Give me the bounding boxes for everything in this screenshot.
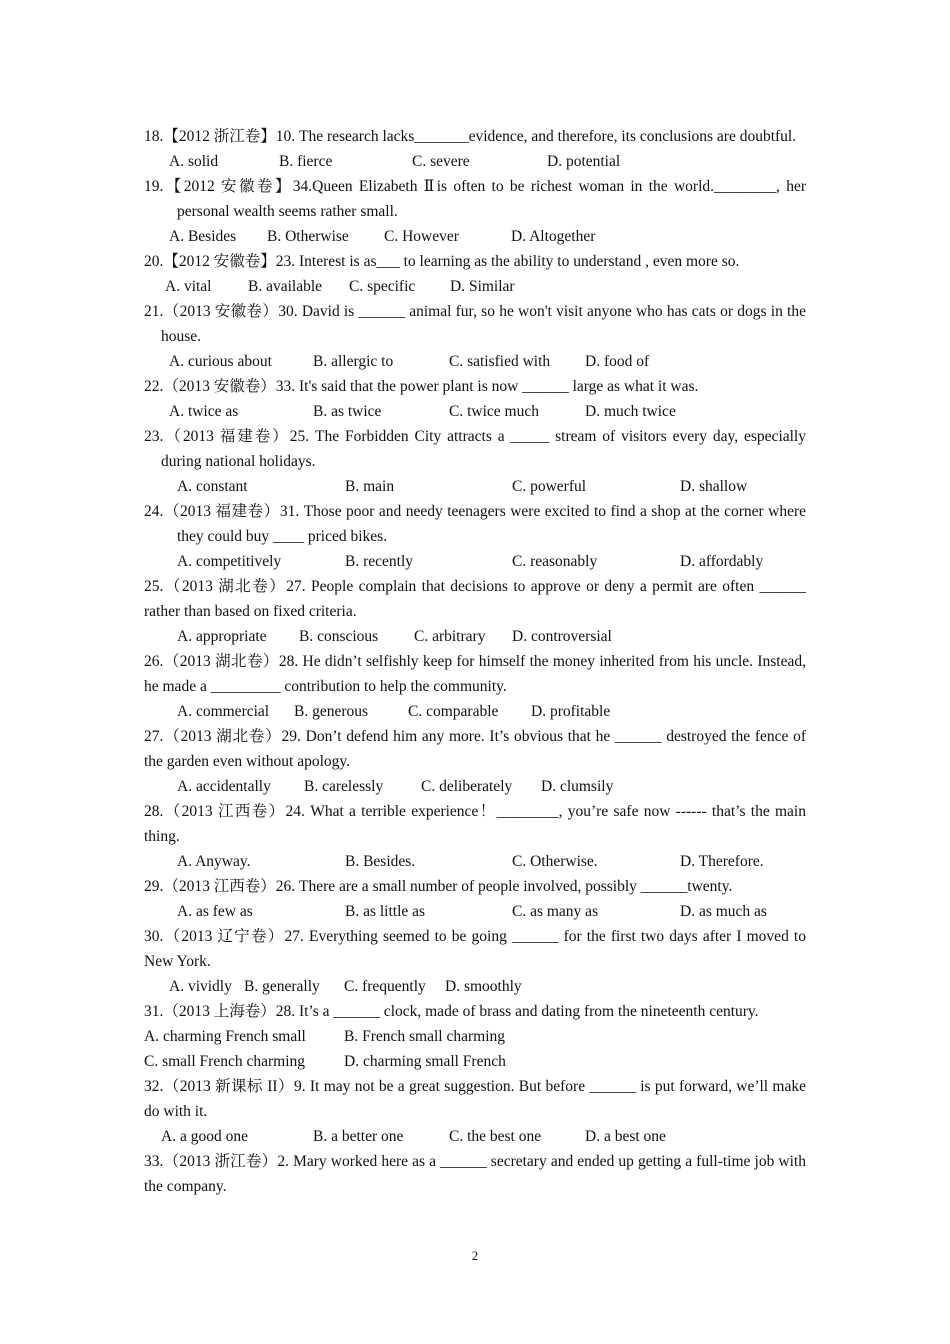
option-c: C. satisfied with: [449, 353, 551, 370]
option-d: D. controversial: [512, 628, 612, 645]
options-row: [144, 624, 806, 649]
option-b: B. main: [345, 478, 395, 495]
option-b: B. as twice: [313, 403, 382, 420]
question-stem: 27.（2013 湖北卷）29. Don’t defend him any more. It’s obvious that he ______ destroyed the fence of the garden even without apology.: [144, 728, 806, 770]
option-d: D. as much as: [680, 903, 767, 920]
option-c: C. small French charming: [144, 1053, 305, 1070]
option-a: A. charming French small: [144, 1028, 306, 1045]
options-row: [144, 1124, 806, 1149]
option-c: C. powerful: [512, 478, 587, 495]
question-stem: 25.（2013 湖北卷）27. People complain that decisions to approve or deny a permit are often ______ rather than based on fixed criteria.: [144, 578, 806, 620]
question-stem: 32.（2013 新课标 II）9. It may not be a great suggestion. But before ______ is put forward, we’ll make do with it.: [144, 1078, 806, 1120]
options-row: [144, 224, 806, 249]
option-b: B. Otherwise: [267, 228, 349, 245]
option-a: A. solid: [169, 153, 219, 170]
option-c: C. Otherwise.: [512, 853, 598, 870]
question-stem: 24.（2013 福建卷）31. Those poor and needy teenagers were excited to find a shop at the corner where they could buy ____ priced bikes.: [144, 503, 806, 545]
question-stem: 29.（2013 江西卷）26. There are a small number of people involved, possibly ______twenty.: [144, 878, 733, 895]
options-row: [144, 149, 806, 174]
option-a: A. Anyway.: [177, 853, 251, 870]
question-list: [144, 124, 806, 1199]
option-c: C. However: [384, 228, 459, 245]
option-a: A. as few as: [177, 903, 253, 920]
options-row: [144, 399, 806, 424]
option-d: D. much twice: [585, 403, 676, 420]
question-stem: 19.【2012 安徽卷】34.Queen Elizabeth Ⅱis often to be richest woman in the world.________, her personal wealth seems rather small.: [144, 178, 806, 220]
option-b: B. as little as: [345, 903, 426, 920]
option-a: A. a good one: [161, 1128, 248, 1145]
option-d: D. charming small French: [344, 1053, 506, 1070]
options-row: [144, 1049, 806, 1074]
option-d: D. potential: [547, 153, 621, 170]
options-row: [144, 899, 806, 924]
option-d: D. smoothly: [445, 978, 522, 995]
option-b: B. generally: [244, 978, 320, 995]
question-stem: 30.（2013 辽宁卷）27. Everything seemed to be going ______ for the first two days after I moved to New York.: [144, 928, 806, 970]
question-stem: 28.（2013 江西卷）24. What a terrible experience！________, you’re safe now ------ that’s the main thing.: [144, 803, 806, 845]
option-c: C. comparable: [408, 703, 499, 720]
options-row: [144, 974, 806, 999]
question-stem: 31.（2013 上海卷）28. It’s a ______ clock, made of brass and dating from the nineteenth century.: [144, 1003, 759, 1020]
option-a: A. vital: [165, 278, 212, 295]
question-stem: 33.（2013 浙江卷）2. Mary worked here as a ______ secretary and ended up getting a full-time job with the company.: [144, 1153, 806, 1195]
option-b: B. allergic to: [313, 353, 394, 370]
option-b: B. available: [248, 278, 323, 295]
option-b: B. carelessly: [304, 778, 384, 795]
question-stem: 21.（2013 安徽卷）30. David is ______ animal fur, so he won't visit anyone who has cats or dogs in the house.: [144, 303, 806, 345]
option-c: C. reasonably: [512, 553, 598, 570]
option-b: B. recently: [345, 553, 414, 570]
option-a: A. commercial: [177, 703, 270, 720]
option-c: C. the best one: [449, 1128, 542, 1145]
option-d: D. clumsily: [541, 778, 614, 795]
options-row: [144, 474, 806, 499]
option-b: B. Besides.: [345, 853, 416, 870]
options-row: [144, 849, 806, 874]
option-a: A. constant: [177, 478, 248, 495]
option-c: C. severe: [412, 153, 470, 170]
options-row: [144, 274, 806, 299]
options-row: [144, 349, 806, 374]
question-stem: 20.【2012 安徽卷】23. Interest is as___ to learning as the ability to understand , even more so.: [144, 253, 740, 270]
option-c: C. as many as: [512, 903, 599, 920]
option-d: D. Therefore.: [680, 853, 764, 870]
option-a: A. accidentally: [177, 778, 271, 795]
option-a: A. curious about: [169, 353, 272, 370]
option-a: A. vividly: [169, 978, 232, 995]
option-d: D. food of: [585, 353, 650, 370]
option-c: C. frequently: [344, 978, 426, 995]
option-c: C. deliberately: [421, 778, 513, 795]
question-stem: 22.（2013 安徽卷）33. It's said that the power plant is now ______ large as what it was.: [144, 378, 699, 395]
option-d: D. profitable: [531, 703, 611, 720]
option-a: A. appropriate: [177, 628, 267, 645]
option-d: D. shallow: [680, 478, 748, 495]
option-b: B. generous: [294, 703, 369, 720]
option-c: C. twice much: [449, 403, 539, 420]
option-b: B. a better one: [313, 1128, 404, 1145]
option-d: D. a best one: [585, 1128, 666, 1145]
options-row: [144, 1024, 806, 1049]
question-stem: 23.（2013 福建卷）25. The Forbidden City attracts a _____ stream of visitors every day, especially during national holidays.: [144, 428, 806, 470]
options-row: [144, 699, 806, 724]
question-stem: 18.【2012 浙江卷】10. The research lacks_______evidence, and therefore, its conclusions are doubtful.: [144, 128, 797, 145]
option-b: B. French small charming: [344, 1028, 505, 1045]
page-number: 2: [471, 1248, 479, 1263]
option-a: A. Besides: [169, 228, 237, 245]
option-a: A. competitively: [177, 553, 282, 570]
options-row: [144, 774, 806, 799]
question-stem: 26.（2013 湖北卷）28. He didn’t selfishly keep for himself the money inherited from his uncle. Instead, he made a _________ contribution to help the community.: [144, 653, 806, 695]
option-d: D. Altogether: [511, 228, 596, 245]
option-c: C. specific: [349, 278, 416, 295]
option-c: C. arbitrary: [414, 628, 486, 645]
option-b: B. fierce: [279, 153, 333, 170]
option-d: D. affordably: [680, 553, 764, 570]
option-b: B. conscious: [299, 628, 379, 645]
option-d: D. Similar: [450, 278, 515, 295]
options-row: [144, 549, 806, 574]
option-a: A. twice as: [169, 403, 239, 420]
